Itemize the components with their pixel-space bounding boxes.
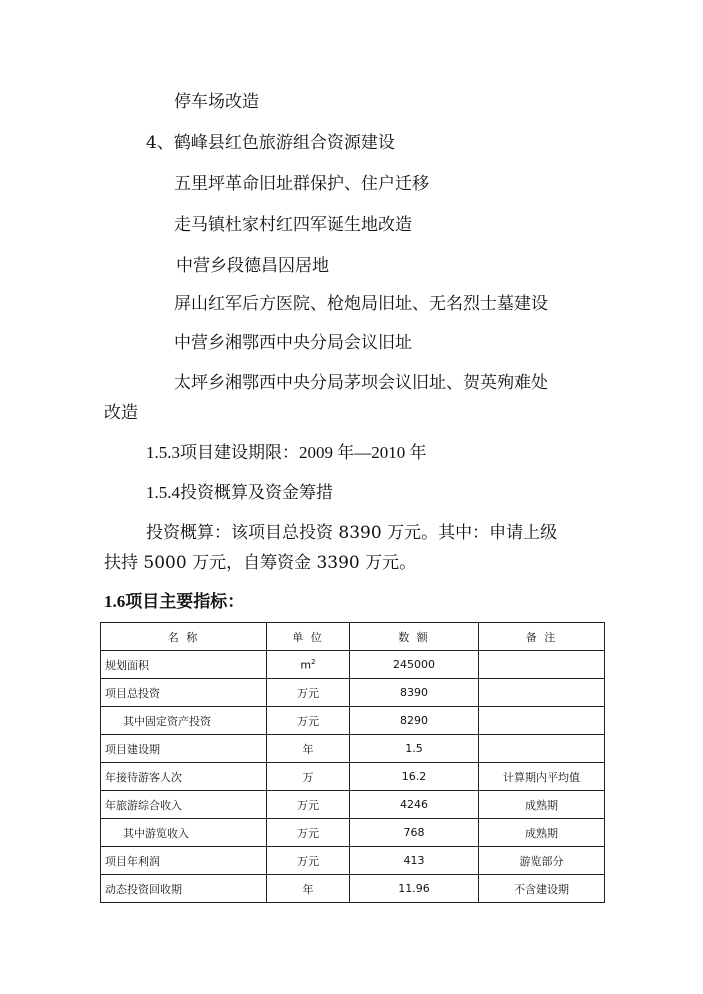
table-row <box>101 847 605 875</box>
cell-value: 11.96 <box>350 875 479 903</box>
cell-value: 16.2 <box>350 763 479 791</box>
cell-value: 4246 <box>350 791 479 819</box>
cell-name: 项目总投资 <box>101 679 267 707</box>
cell-note: 计算期内平均值 <box>479 763 605 791</box>
cell-value: 8390 <box>350 679 479 707</box>
text-line: 中营乡段德昌囚居地 <box>176 256 329 276</box>
cell-note <box>479 735 605 763</box>
cell-unit: 万元 <box>267 819 350 847</box>
cell-value: 8290 <box>350 707 479 735</box>
table-row <box>101 763 605 791</box>
cell-note <box>479 651 605 679</box>
cell-note <box>479 679 605 707</box>
cell-unit: 万元 <box>267 847 350 875</box>
section-heading: 1.5.4投资概算及资金筹措 <box>146 483 333 502</box>
table-row <box>101 875 605 903</box>
cell-name: 年旅游综合收入 <box>101 791 267 819</box>
text-line: 走马镇杜家村红四军诞生地改造 <box>174 215 412 235</box>
text-line: 中营乡湘鄂西中央分局会议旧址 <box>174 333 412 353</box>
cell-note: 游览部分 <box>479 847 605 875</box>
table-row <box>101 735 605 763</box>
cell-name: 年接待游客人次 <box>101 763 267 791</box>
indicators-table <box>100 622 605 903</box>
column-header: 数 额 <box>350 623 479 651</box>
cell-value: 768 <box>350 819 479 847</box>
table-row <box>101 791 605 819</box>
column-header: 备 注 <box>479 623 605 651</box>
cell-name: 动态投资回收期 <box>101 875 267 903</box>
table-header-row <box>101 623 605 651</box>
cell-value: 245000 <box>350 651 479 679</box>
cell-unit: 年 <box>267 735 350 763</box>
cell-unit: 万元 <box>267 707 350 735</box>
text-line: 五里坪革命旧址群保护、住户迁移 <box>174 174 429 194</box>
cell-unit: $m^2$ <box>267 651 350 679</box>
text-line: 太坪乡湘鄂西中央分局茅坝会议旧址、贺英殉难处 <box>174 373 548 393</box>
cell-name: 项目建设期 <box>101 735 267 763</box>
table-row <box>101 651 605 679</box>
cell-note <box>479 707 605 735</box>
text-line: 屏山红军后方医院、枪炮局旧址、无名烈士墓建设 <box>174 294 548 314</box>
list-heading: 4、鹤峰县红色旅游组合资源建设 <box>146 133 395 153</box>
cell-name: 其中固定资产投资 <box>101 707 267 735</box>
section-heading: 1.6项目主要指标： <box>104 592 245 611</box>
table-row <box>101 819 605 847</box>
table-row <box>101 707 605 735</box>
column-header: 名 称 <box>101 623 267 651</box>
cell-name: 其中游览收入 <box>101 819 267 847</box>
paragraph-line: 扶持 5000 万元，自筹资金 3390 万元。 <box>104 553 417 573</box>
cell-unit: 万 <box>267 763 350 791</box>
section-heading: 1.5.3项目建设期限：2009 年—2010 年 <box>146 443 427 462</box>
cell-note: 不含建设期 <box>479 875 605 903</box>
paragraph-line: 投资概算：该项目总投资 8390 万元。其中：申请上级 <box>146 523 558 543</box>
text-line: 改造 <box>104 403 138 423</box>
cell-value: 413 <box>350 847 479 875</box>
cell-unit: 万元 <box>267 791 350 819</box>
table-row <box>101 679 605 707</box>
cell-note: 成熟期 <box>479 819 605 847</box>
text-line: 停车场改造 <box>174 92 259 112</box>
column-header: 单 位 <box>267 623 350 651</box>
cell-unit: 万元 <box>267 679 350 707</box>
cell-name: 项目年利润 <box>101 847 267 875</box>
cell-unit: 年 <box>267 875 350 903</box>
cell-name: 规划面积 <box>101 651 267 679</box>
cell-note: 成熟期 <box>479 791 605 819</box>
cell-value: 1.5 <box>350 735 479 763</box>
